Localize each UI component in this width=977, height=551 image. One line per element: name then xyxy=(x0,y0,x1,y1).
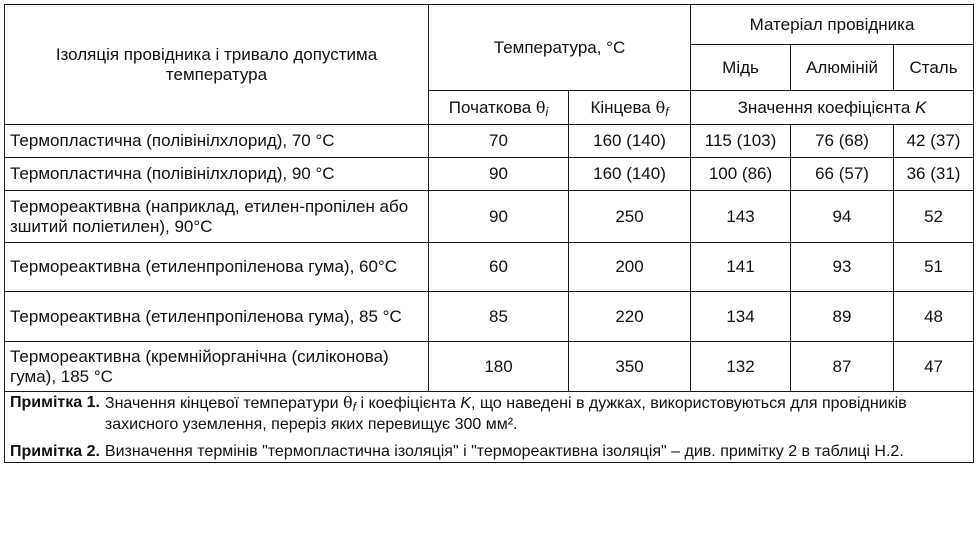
steel-k-cell: 51 xyxy=(894,243,974,292)
coefficient-table xyxy=(4,4,974,463)
initial-temp-cell: 180 xyxy=(429,342,569,392)
copper-k-cell: 143 xyxy=(691,191,791,243)
steel-k-cell: 52 xyxy=(894,191,974,243)
initial-temp-cell: 90 xyxy=(429,158,569,191)
table-row xyxy=(5,243,974,292)
header-final-symbol: θ xyxy=(655,97,666,117)
copper-k-cell: 115 (103) xyxy=(691,125,791,158)
header-insulation: Ізоляція провідника і тривало допустима температура xyxy=(5,5,429,125)
header-final-temp xyxy=(569,91,691,125)
final-temp-cell: 350 xyxy=(569,342,691,392)
steel-k-cell: 42 (37) xyxy=(894,125,974,158)
copper-k-cell: 141 xyxy=(691,243,791,292)
copper-k-cell: 132 xyxy=(691,342,791,392)
insulation-cell: Термореактивна (етиленпропіленова гума), 85 °С xyxy=(5,292,429,342)
insulation-cell: Термореактивна (наприклад, етилен-пропілен або зшитий поліетилен), 90°С xyxy=(5,191,429,243)
final-temp-cell: 200 xyxy=(569,243,691,292)
header-copper: Мідь xyxy=(691,45,791,91)
header-initial-symbol: θ xyxy=(535,97,546,117)
header-final-sub: f xyxy=(665,104,669,119)
table-row xyxy=(5,292,974,342)
note-1-text-b: і коефіцієнта xyxy=(356,395,461,412)
header-k-label: Значення коефіцієнта xyxy=(737,97,916,117)
header-initial-sub: i xyxy=(545,104,549,119)
insulation-cell: Термореактивна (кремнійорганічна (силіконова) гума), 185 °С xyxy=(5,342,429,392)
aluminium-k-cell: 89 xyxy=(791,292,894,342)
final-temp-cell: 160 (140) xyxy=(569,158,691,191)
note-1-text-a: Значення кінцевої температури xyxy=(104,395,344,412)
header-aluminium: Алюміній xyxy=(791,45,894,91)
insulation-cell: Термопластична (полівінілхлорид), 70 °С xyxy=(5,125,429,158)
note-2 xyxy=(10,441,968,462)
insulation-cell: Термореактивна (етиленпропіленова гума), 60°С xyxy=(5,243,429,292)
aluminium-k-cell: 66 (57) xyxy=(791,158,894,191)
header-k-values xyxy=(691,91,974,125)
table-row xyxy=(5,158,974,191)
final-temp-cell: 220 xyxy=(569,292,691,342)
copper-k-cell: 134 xyxy=(691,292,791,342)
note-1-text xyxy=(105,392,968,435)
aluminium-k-cell: 93 xyxy=(791,243,894,292)
aluminium-k-cell: 87 xyxy=(791,342,894,392)
steel-k-cell: 36 (31) xyxy=(894,158,974,191)
aluminium-k-cell: 94 xyxy=(791,191,894,243)
note-2-label: Примітка 2. xyxy=(10,443,100,460)
header-steel: Сталь xyxy=(894,45,974,91)
table-row xyxy=(5,191,974,243)
note-2-text: Визначення термінів "термопластична ізоляція" і "термореактивна ізоляція" – див. примітку 2 в таблиці Н.2. xyxy=(104,443,904,460)
final-temp-cell: 160 (140) xyxy=(569,125,691,158)
initial-temp-cell: 70 xyxy=(429,125,569,158)
note-1-k: K xyxy=(460,395,472,412)
note-1-text-c: , що наведені в дужках, використовуються для провідників захисного уземлення, переріз яких перевищує 300 мм². xyxy=(104,395,907,433)
initial-temp-cell: 60 xyxy=(429,243,569,292)
notes-cell xyxy=(5,392,974,463)
header-conductor-material: Матеріал провідника xyxy=(691,5,974,45)
steel-k-cell: 47 xyxy=(894,342,974,392)
table-row xyxy=(5,342,974,392)
steel-k-cell: 48 xyxy=(894,292,974,342)
header-final-label: Кінцева xyxy=(590,97,656,117)
note-1-theta: θ xyxy=(343,393,353,412)
header-k-symbol: K xyxy=(915,97,927,117)
header-temperature: Температура, °С xyxy=(429,5,691,91)
note-1-label: Примітка 1. xyxy=(10,394,100,411)
insulation-cell: Термопластична (полівінілхлорид), 90 °С xyxy=(5,158,429,191)
note-1 xyxy=(10,392,968,435)
header-initial-temp xyxy=(429,91,569,125)
note-1-sub: f xyxy=(352,400,357,414)
copper-k-cell: 100 (86) xyxy=(691,158,791,191)
final-temp-cell: 250 xyxy=(569,191,691,243)
initial-temp-cell: 85 xyxy=(429,292,569,342)
table-row xyxy=(5,125,974,158)
initial-temp-cell: 90 xyxy=(429,191,569,243)
header-initial-label: Початкова xyxy=(448,97,536,117)
aluminium-k-cell: 76 (68) xyxy=(791,125,894,158)
